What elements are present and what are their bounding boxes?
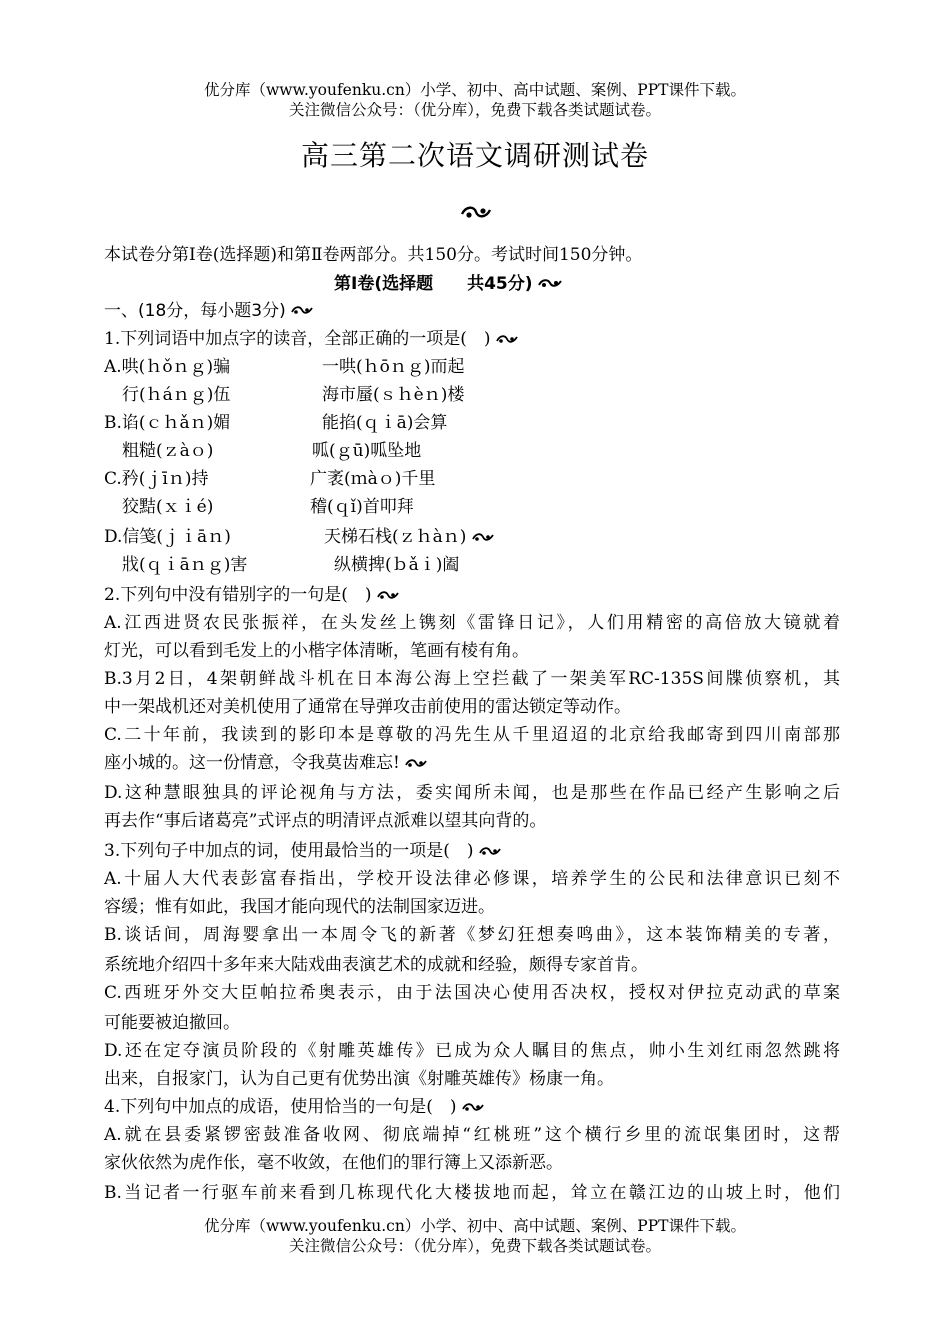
q1-option-c-right: 广袤(ｍàｏ)千里 xyxy=(310,469,436,489)
ornament-icon xyxy=(479,846,501,858)
header-line-1: 优分库（www.youfenku.cn）小学、初中、高中试题、案例、PPT课件下载。 xyxy=(203,81,747,99)
q3-stem xyxy=(104,840,501,862)
header-line-2: 关注微信公众号：（优分库），免费下载各类试题试卷。 xyxy=(288,101,661,119)
q2-option-c-line2 xyxy=(104,752,427,774)
q2-option-b-line1: B.3月2日，4架朝鲜战斗机在日本海公海上空拦截了一架美军RC-135S间牒侦察机，其 xyxy=(104,669,840,689)
q1-option-b2-left: 粗糙(ｚàｏ) xyxy=(122,441,214,461)
q1-option-b-left: B.谄(ｃｈǎｎ)媚 xyxy=(104,413,231,433)
ornament-icon xyxy=(405,758,427,770)
q2-option-a-line2: 灯光，可以看到毛发上的小楷字体清晰，笔画有棱有角。 xyxy=(104,641,529,661)
q3-option-b-line2: 系统地介绍四十多年来大陆戏曲表演艺术的成就和经验，颇得专家首肯。 xyxy=(104,955,648,975)
footer-line-2: 关注微信公众号：（优分库），免费下载各类试题试卷。 xyxy=(288,1237,661,1255)
q3-option-c-line1: C.西班牙外交大臣帕拉希奥表示，由于法国决心使用否决权，授权对伊拉克动武的草案 xyxy=(104,983,840,1003)
q4-stem xyxy=(104,1096,484,1118)
section1-heading xyxy=(104,300,313,322)
exam-title: 高三第二次语文调研测试卷 xyxy=(300,139,649,172)
part1-heading xyxy=(334,273,562,295)
q1-option-b2-right: 呱(ｇū)呱坠地 xyxy=(312,441,422,461)
q1-option-a-left: A.哄(ｈǒｎｇ)骗 xyxy=(104,357,231,377)
q1-option-d-right xyxy=(324,526,494,548)
q3-option-b-line1: B.谈话间，周海婴拿出一本周令飞的新著《梦幻狂想奏鸣曲》，这本装饰精美的专著， xyxy=(104,925,840,945)
q1-stem-text: 1.下列词语中加点字的读音，全部正确的一项是( ) xyxy=(104,329,491,349)
q4-stem-text: 4.下列句中加点的成语，使用恰当的一句是( ) xyxy=(104,1097,457,1117)
q2-option-c-line1: C.二十年前，我读到的影印本是尊敬的冯先生从千里迢迢的北京给我邮寄到四川南部那 xyxy=(104,725,840,745)
q2-option-c-line2-text: 座小城的。这一份情意，令我莫齿难忘! xyxy=(104,753,400,773)
section1-heading-text: 一、(18分，每小题3分) xyxy=(104,301,286,321)
q2-option-d-line2: 再去作“事后诸葛亮”式评点的明清评点派难以望其向背的。 xyxy=(104,811,547,831)
q4-option-a-line2: 家伙依然为虎作伥，毫不收敛，在他们的罪行簿上又添新恶。 xyxy=(104,1153,563,1173)
part1-heading-text: 第Ⅰ卷(选择题 共45分) xyxy=(334,274,533,294)
q1-option-c-left: C.矜(ｊīｎ)持 xyxy=(104,469,209,489)
q3-stem-text: 3.下列句子中加点的词，使用最恰当的一项是( ) xyxy=(104,841,474,861)
q4-option-a-line1: A.就在县委紧锣密鼓准备收网、彻底端掉“红桃班”这个横行乡里的流氓集团时，这帮 xyxy=(104,1125,840,1145)
q1-option-d-right-text: 天梯石栈(ｚｈàｎ) xyxy=(324,527,467,547)
q1-option-a-right: 一哄(ｈōｎｇ)而起 xyxy=(322,357,465,377)
q1-stem xyxy=(104,328,518,350)
q2-option-d-line1: D.这种慧眼独具的评论视角与方法，委实闻所未闻，也是那些在作品已经产生影响之后 xyxy=(104,783,840,803)
q2-stem-text: 2.下列句中没有错别字的一句是( ) xyxy=(104,585,372,605)
q1-option-c2-right: 稽(ｑǐ)首叩拜 xyxy=(310,497,414,517)
exam-intro: 本试卷分第Ⅰ卷(选择题)和第Ⅱ卷两部分。共150分。考试时间150分钟。 xyxy=(104,245,643,265)
q3-option-d-line1: D.还在定夺演员阶段的《射雕英雄传》已成为众人瞩目的焦点，帅小生刘红雨忽然跳将 xyxy=(104,1041,840,1061)
q2-stem xyxy=(104,584,399,606)
q1-option-a2-left: 行(ｈáｎｇ)伍 xyxy=(122,385,231,405)
q1-option-a2-right: 海市蜃(ｓｈèｎ)楼 xyxy=(322,385,465,405)
q3-option-a-line2: 容缓；惟有如此，我国才能向现代的法制国家迈进。 xyxy=(104,897,495,917)
ornament-icon xyxy=(462,1102,484,1114)
ornament-icon xyxy=(291,305,313,317)
q4-option-b-line1: B.当记者一行驱车前来看到几栋现代化大楼拔地而起，耸立在赣江边的山坡上时，他们 xyxy=(104,1183,840,1203)
q3-option-a-line1: A.十届人大代表彭富春指出，学校开设法律必修课，培养学生的公民和法律意识已刻不 xyxy=(104,869,840,889)
q1-option-d2-left: 戕(ｑｉāｎｇ)害 xyxy=(122,555,248,575)
q1-option-d2-right: 纵横捭(ｂǎｉ)阖 xyxy=(334,555,460,575)
ornament-icon xyxy=(472,532,494,544)
q2-option-b-line2: 中一架战机还对美机使用了通常在导弹攻击前使用的雷达锁定等动作。 xyxy=(104,697,631,717)
q1-option-c2-left: 狡黠(ｘｉé) xyxy=(122,497,214,517)
q1-option-d-left: D.信笺(ｊｉāｎ) xyxy=(104,527,231,547)
q1-option-b-right: 能掐(ｑｉā)会算 xyxy=(322,413,448,433)
ornament-icon xyxy=(460,204,492,222)
ornament-icon xyxy=(377,590,399,602)
ornament-icon xyxy=(496,334,518,346)
q3-option-c-line2: 可能要被迫撤回。 xyxy=(104,1013,240,1033)
q3-option-d-line2: 出来，自报家门，认为自己更有优势出演《射雕英雄传》杨康一角。 xyxy=(104,1069,614,1089)
footer-line-1: 优分库（www.youfenku.cn）小学、初中、高中试题、案例、PPT课件下载。 xyxy=(203,1217,747,1235)
q2-option-a-line1: A.江西进贤农民张振祥，在头发丝上镌刻《雷锋日记》，人们用精密的高倍放大镜就着 xyxy=(104,613,840,633)
ornament-icon xyxy=(538,277,562,291)
